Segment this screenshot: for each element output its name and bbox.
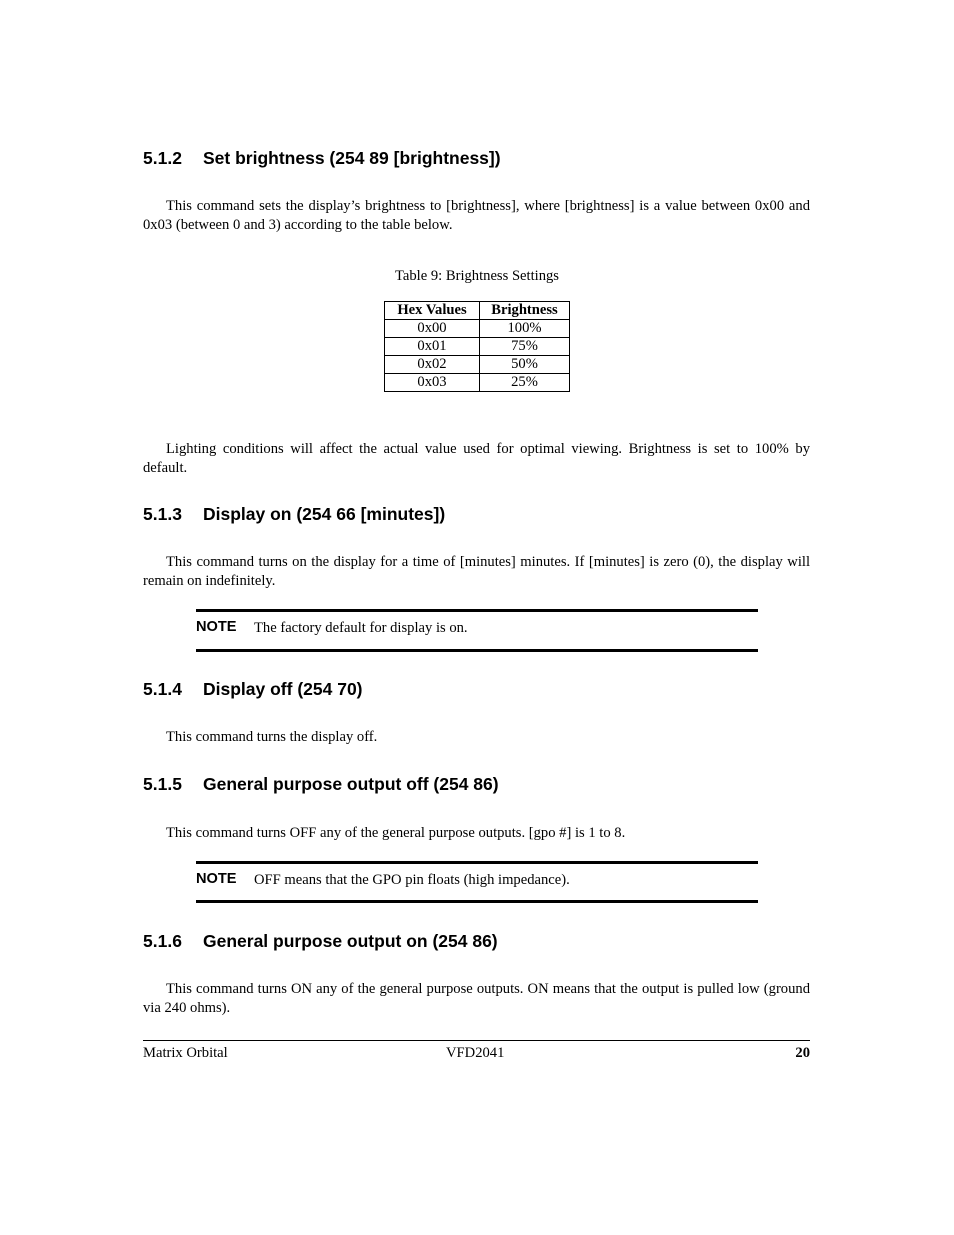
section-number: 5.1.3 <box>143 504 182 524</box>
footer-page-number: 20 <box>795 1045 810 1061</box>
table-row <box>385 338 570 356</box>
paragraph-gpo-on: This command turns ON any of the general purpose outputs. ON means that the output is pulled low (ground via 240 ohms). <box>143 981 810 1016</box>
table-row <box>385 356 570 374</box>
note-box-gpo-float <box>196 861 758 903</box>
section-number: 5.1.2 <box>143 148 182 168</box>
note-label: NOTE <box>196 871 237 887</box>
table-header-cell: Hex Values <box>385 302 480 320</box>
table-header-cell: Brightness <box>480 302 570 320</box>
paragraph-display-on: This command turns on the display for a time of [minutes] minutes. If [minutes] is zero (0), the display will remain on indefinitely. <box>143 554 810 589</box>
section-title: General purpose output on (254 86) <box>203 931 498 951</box>
table-cell: 0x01 <box>385 338 480 356</box>
section-number: 5.1.6 <box>143 931 182 951</box>
brightness-table <box>384 301 570 392</box>
table-header-row <box>385 302 570 320</box>
section-heading-5-1-2 <box>143 148 501 168</box>
paragraph-gpo-off: This command turns OFF any of the general purpose outputs. [gpo #] is 1 to 8. <box>166 825 626 841</box>
table-cell: 0x02 <box>385 356 480 374</box>
table-cell: 0x03 <box>385 374 480 392</box>
section-number: 5.1.4 <box>143 679 182 699</box>
table-cell: 50% <box>480 356 570 374</box>
note-text: OFF means that the GPO pin floats (high impedance). <box>254 872 570 888</box>
paragraph-lighting-conditions: Lighting conditions will affect the actual value used for optimal viewing. Brightness is set to 100% by default. <box>143 441 810 476</box>
section-number: 5.1.5 <box>143 774 182 794</box>
footer-company: Matrix Orbital <box>143 1045 228 1061</box>
note-text: The factory default for display is on. <box>254 620 468 636</box>
paragraph-set-brightness: This command sets the display’s brightness to [brightness], where [brightness] is a value between 0x00 and 0x03 (between 0 and 3) according to the table below. <box>143 198 810 233</box>
footer-model: VFD2041 <box>446 1045 505 1061</box>
section-title: Display on (254 66 [minutes]) <box>203 504 446 524</box>
table-row <box>385 320 570 338</box>
section-title: Display off (254 70) <box>203 679 363 699</box>
table-caption: Table 9: Brightness Settings <box>395 268 559 284</box>
table-cell: 0x00 <box>385 320 480 338</box>
table-cell: 25% <box>480 374 570 392</box>
section-title: General purpose output off (254 86) <box>203 774 499 794</box>
section-heading-5-1-3 <box>143 504 445 524</box>
section-title: Set brightness (254 89 [brightness]) <box>203 148 501 168</box>
table-cell: 75% <box>480 338 570 356</box>
note-label: NOTE <box>196 619 237 635</box>
paragraph-display-off: This command turns the display off. <box>166 729 378 745</box>
section-heading-5-1-6 <box>143 931 498 951</box>
note-box-display-default <box>196 609 758 652</box>
section-heading-5-1-5 <box>143 774 499 794</box>
footer-rule <box>143 1040 810 1041</box>
table-cell: 100% <box>480 320 570 338</box>
section-heading-5-1-4 <box>143 679 363 699</box>
table-row <box>385 374 570 392</box>
